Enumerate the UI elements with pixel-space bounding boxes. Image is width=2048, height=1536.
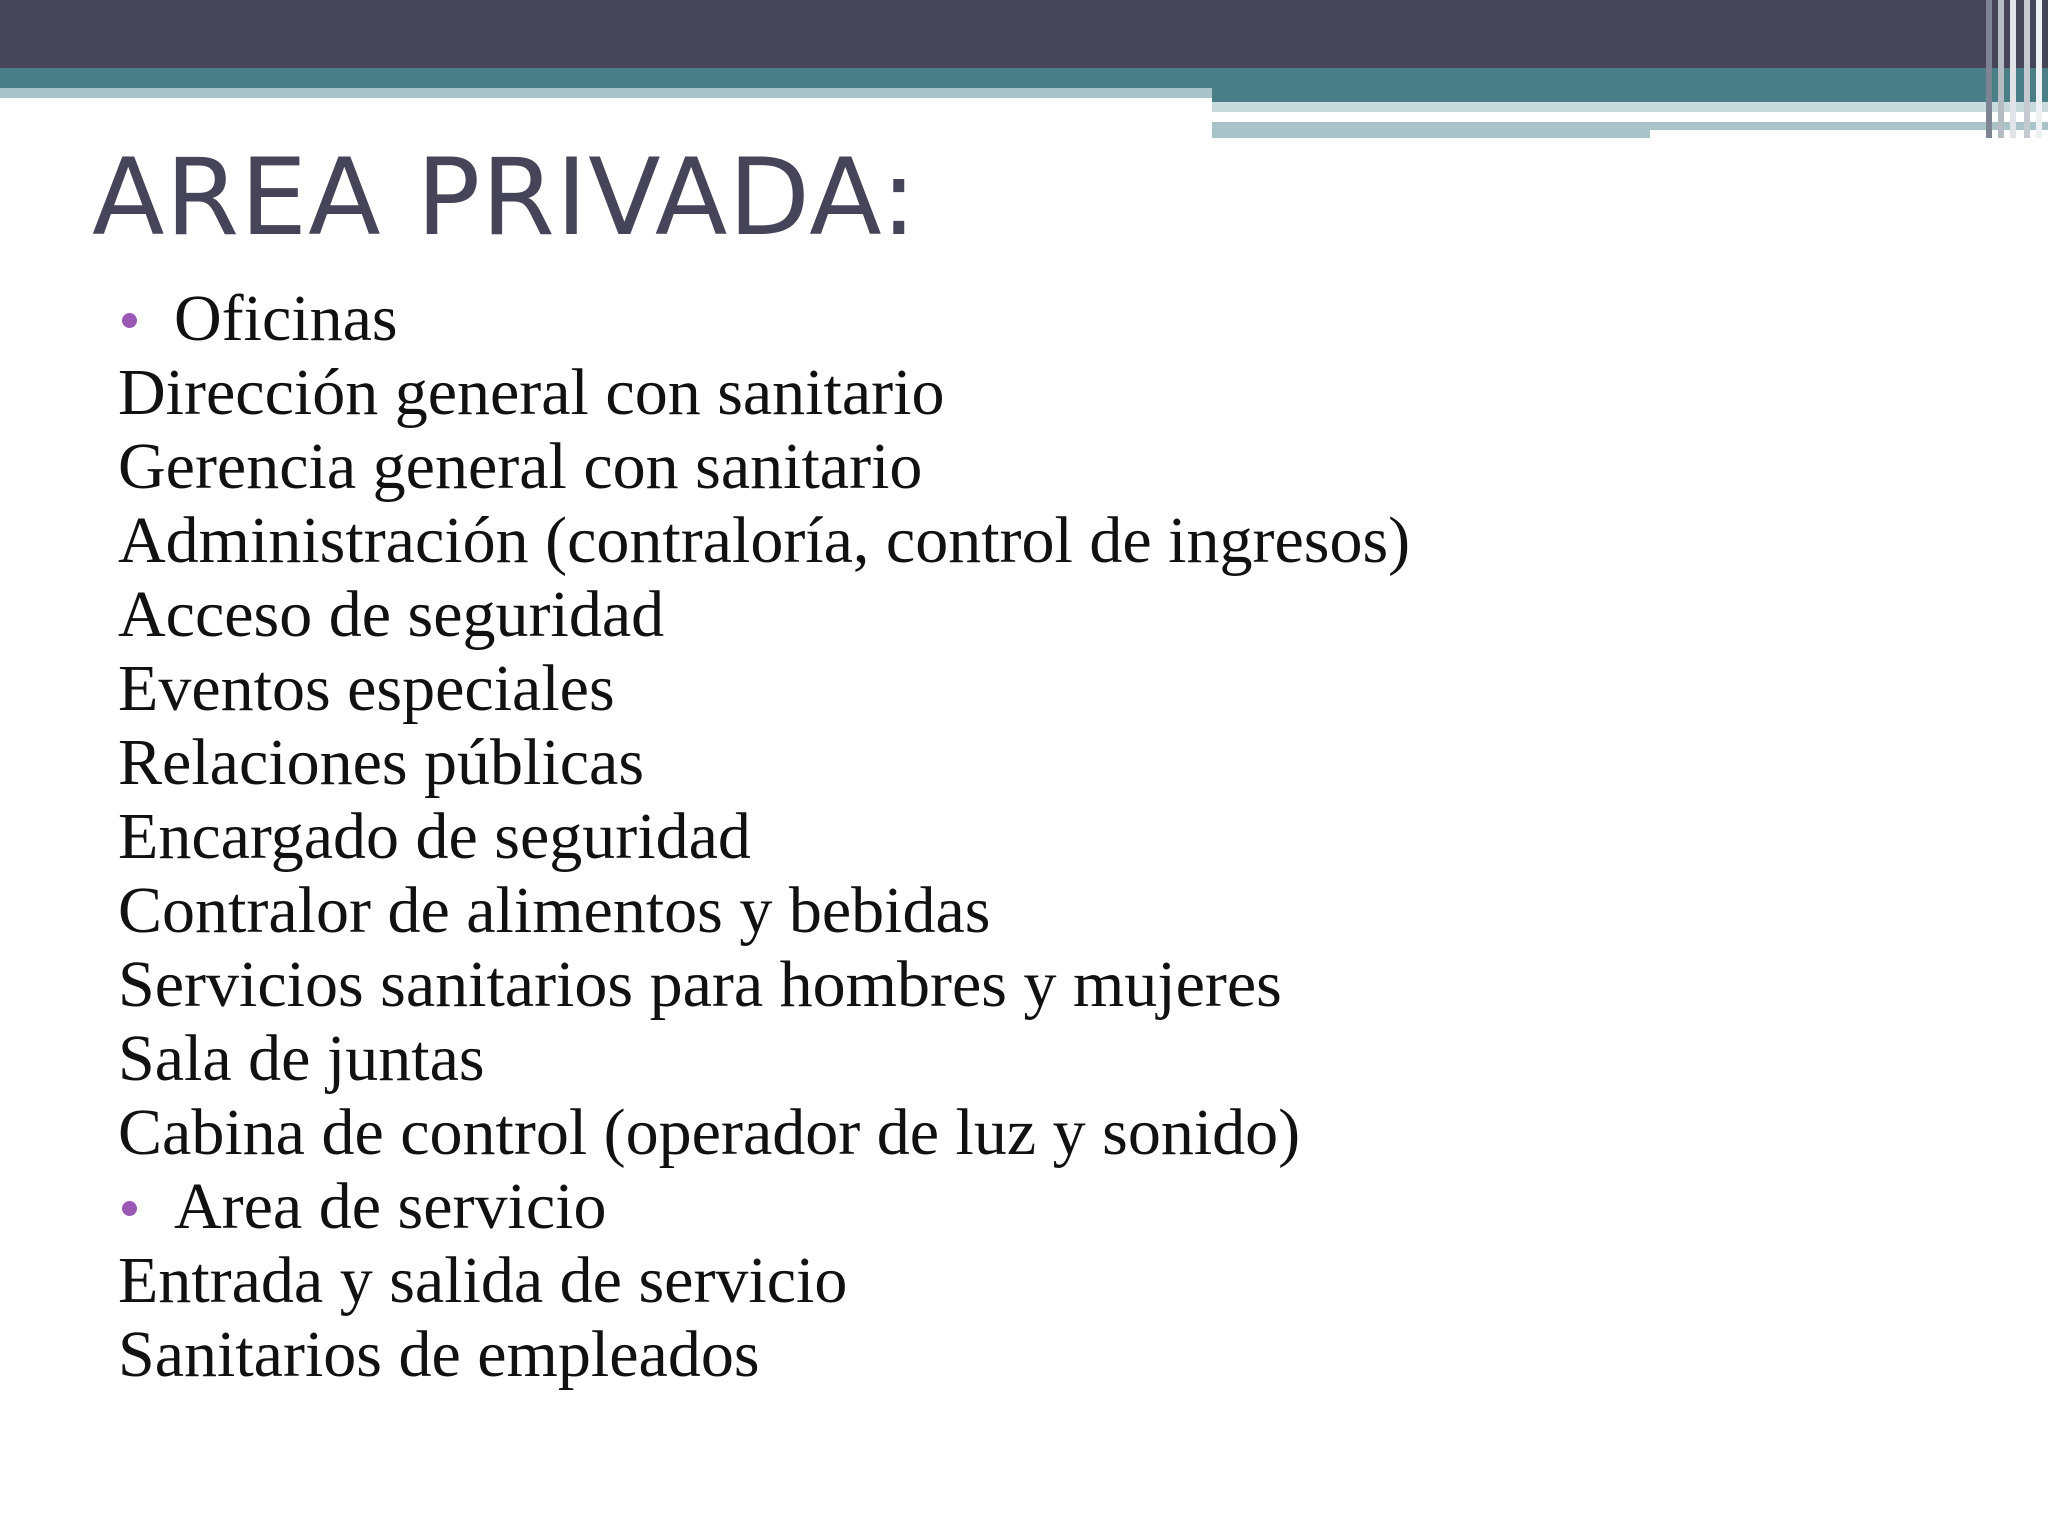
- header-right-stripe: [1212, 102, 2048, 112]
- slide-content-list: [118, 282, 1998, 1392]
- list-item-bulleted: [118, 1170, 1998, 1244]
- list-item: Contralor de alimentos y bebidas: [118, 874, 991, 947]
- list-item: Gerencia general con sanitario: [118, 430, 923, 503]
- list-item: Relaciones públicas: [118, 726, 645, 799]
- header-teal-band: [0, 68, 2048, 88]
- list-item-text: Oficinas: [174, 282, 398, 355]
- header-edge-stripe: [1998, 0, 2004, 138]
- list-item: Entrada y salida de servicio: [118, 1244, 848, 1317]
- header-right-gap: [1212, 112, 2048, 122]
- list-item-text: Area de servicio: [174, 1170, 607, 1243]
- header-edge-stripe: [2024, 0, 2030, 138]
- list-item-bulleted: [118, 282, 1998, 356]
- header-edge-stripe: [2010, 0, 2016, 138]
- header-right-band: [1212, 88, 2048, 102]
- list-item: Encargado de seguridad: [118, 800, 751, 873]
- list-item: Eventos especiales: [118, 652, 615, 725]
- list-item: Sala de juntas: [118, 1022, 485, 1095]
- bullet-dot-icon: [122, 313, 137, 328]
- list-item: Cabina de control (operador de luz y sonido): [118, 1096, 1301, 1169]
- list-item: Administración (contraloría, control de ingresos): [118, 504, 1411, 577]
- header-band: [0, 0, 2048, 68]
- slide-title: AREA PRIVADA:: [92, 136, 918, 259]
- header-edge-stripe: [1986, 0, 1992, 138]
- list-item: Sanitarios de empleados: [118, 1318, 760, 1391]
- list-item: Servicios sanitarios para hombres y mujeres: [118, 948, 1282, 1021]
- list-item: Acceso de seguridad: [118, 578, 665, 651]
- header-light-band: [0, 88, 1212, 98]
- bullet-dot-icon: [122, 1201, 137, 1216]
- header-edge-stripe: [2036, 0, 2042, 138]
- list-item: Dirección general con sanitario: [118, 356, 945, 429]
